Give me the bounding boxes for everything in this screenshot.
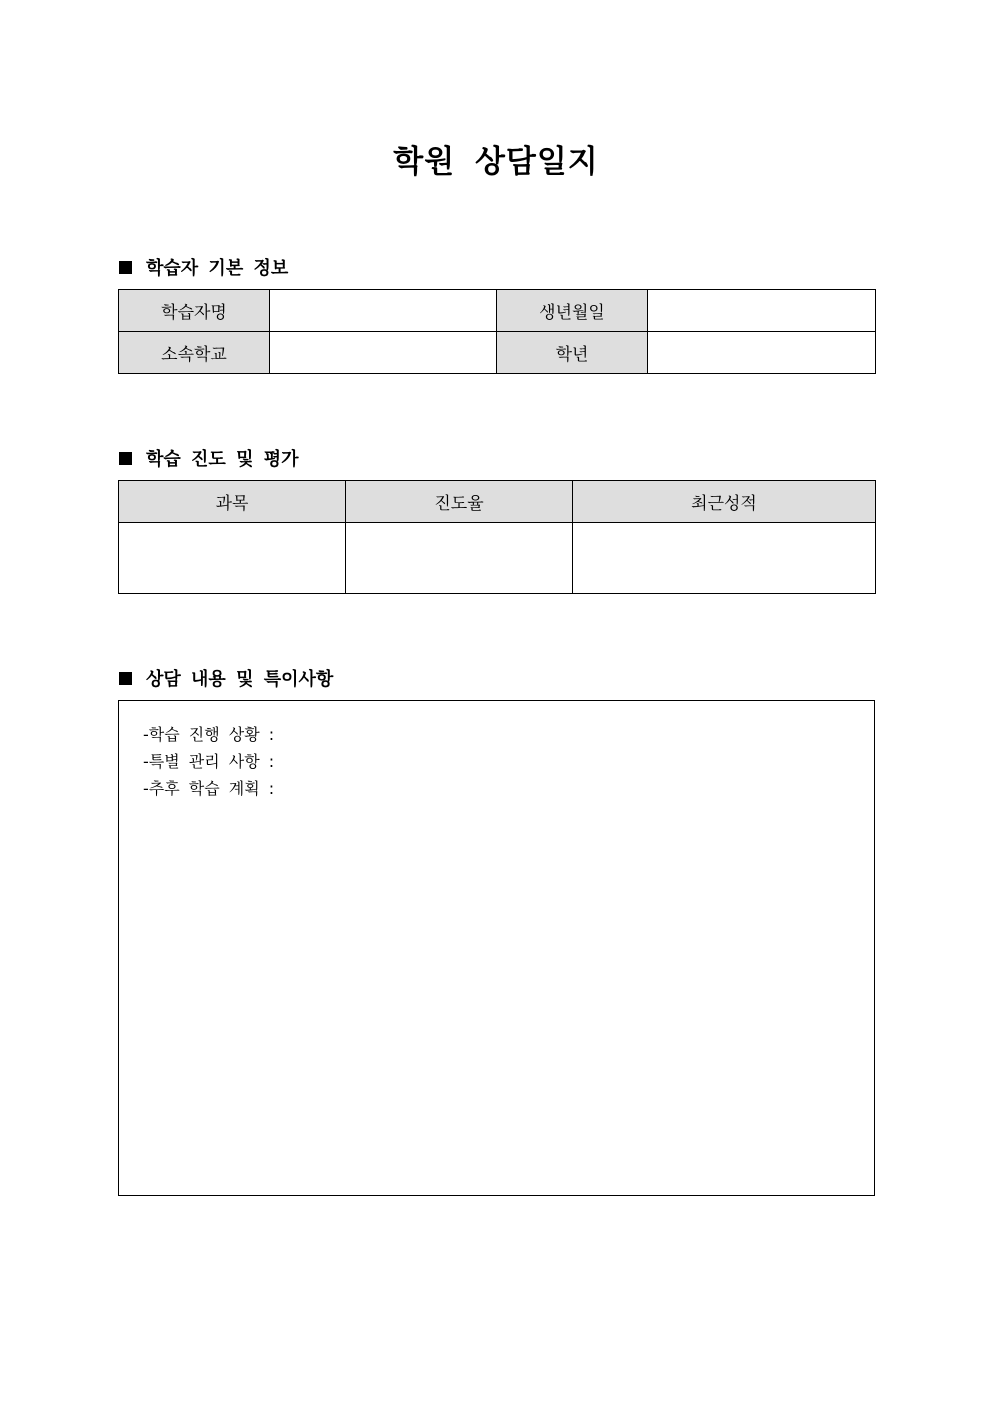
column-header-progress-rate: 진도율	[346, 481, 573, 523]
table-header-row	[119, 481, 876, 523]
section-heading-label: 학습 진도 및 평가	[146, 449, 299, 470]
filled-square-icon	[119, 672, 132, 685]
birthdate-label: 생년월일	[497, 290, 648, 332]
school-field[interactable]	[270, 332, 497, 374]
note-line-special-management: -특별 관리 사항 :	[143, 752, 275, 771]
table-row	[119, 332, 876, 374]
note-line-future-plan: -추후 학습 계획 :	[143, 779, 275, 798]
grade-label: 학년	[497, 332, 648, 374]
school-label: 소속학교	[119, 332, 270, 374]
progress-rate-field[interactable]	[346, 523, 573, 594]
section-heading-basic-info	[119, 254, 288, 280]
table-row	[119, 523, 876, 594]
consultation-notes-text	[143, 721, 274, 802]
student-name-field[interactable]	[270, 290, 497, 332]
document-title: 학원 상담일지	[393, 144, 599, 180]
subject-field[interactable]	[119, 523, 346, 594]
section-heading-label: 상담 내용 및 특이사항	[146, 669, 334, 690]
birthdate-field[interactable]	[648, 290, 876, 332]
column-header-subject: 과목	[119, 481, 346, 523]
column-header-recent-grade: 최근성적	[573, 481, 876, 523]
filled-square-icon	[119, 261, 132, 274]
recent-grade-field[interactable]	[573, 523, 876, 594]
filled-square-icon	[119, 452, 132, 465]
note-line-learning-progress: -학습 진행 상황 :	[143, 725, 275, 744]
grade-field[interactable]	[648, 332, 876, 374]
section-heading-progress	[119, 445, 299, 471]
progress-table	[118, 480, 876, 594]
section-heading-label: 학습자 기본 정보	[146, 258, 289, 279]
consultation-notes-box[interactable]	[118, 700, 875, 1196]
section-heading-consultation	[119, 665, 333, 691]
table-row	[119, 290, 876, 332]
student-name-label: 학습자명	[119, 290, 270, 332]
basic-info-table	[118, 289, 876, 374]
